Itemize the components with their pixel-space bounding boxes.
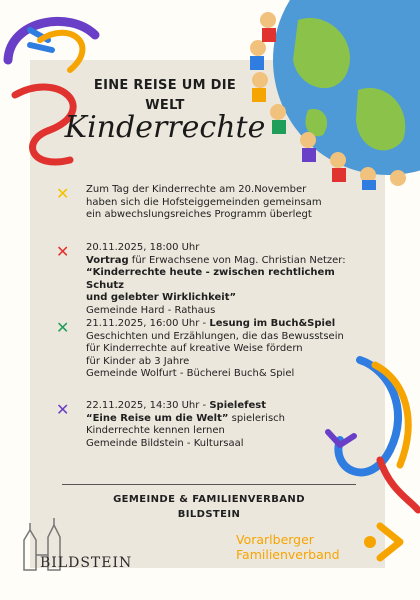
intro-line: haben sich die Hofsteiggemeinden gemeinsam bbox=[86, 196, 322, 208]
event-date: 20.11.2025, 18:00 Uhr bbox=[86, 242, 200, 253]
familienverband-logo-text bbox=[236, 532, 340, 562]
event-entry-spielefest bbox=[56, 400, 362, 450]
title-script: Kinderrechte bbox=[64, 110, 266, 145]
event-type-rest: für Erwachsene von Mag. Christian Netzer: bbox=[128, 254, 346, 266]
event-description: Kinderrechte kennen lernen bbox=[86, 425, 225, 436]
verband-line-1: Vorarlberger bbox=[236, 532, 314, 547]
purple-x-icon: ✕ bbox=[56, 400, 70, 419]
event-quote: “Eine Reise um die Welt” bbox=[86, 412, 229, 424]
footer-line-2: BILDSTEIN bbox=[177, 509, 241, 520]
intro-line: ein abwechslungsreiches Programm überlegt bbox=[86, 209, 312, 220]
event-entry-vortrag bbox=[56, 242, 362, 317]
event-title: Spielefest bbox=[209, 400, 267, 411]
event-date-line bbox=[86, 318, 362, 331]
event-date-line bbox=[86, 400, 362, 413]
title-line-1: EINE REISE UM DIE bbox=[93, 78, 237, 93]
event-description: für Kinderrechte auf kreative Weise fördern bbox=[86, 343, 303, 354]
red-x-icon: ✕ bbox=[56, 242, 70, 261]
event-entry-lesung bbox=[56, 318, 362, 381]
event-quote: und gelebter Wirklichkeit” bbox=[86, 292, 237, 303]
event-quote-rest: spielerisch bbox=[228, 412, 285, 424]
event-quote: “Kinderrechte heute - zwischen rechtlichem Schutz bbox=[86, 267, 335, 291]
yellow-x-icon: ✕ bbox=[56, 184, 70, 203]
familienverband-logo-icon bbox=[358, 518, 406, 566]
intro-entry bbox=[56, 184, 362, 222]
footer-organizers bbox=[62, 492, 356, 522]
event-description: Geschichten und Erzählungen, die das Bewusstsein bbox=[86, 330, 344, 342]
title-line-2: WELT bbox=[145, 98, 185, 113]
footer-line-1: GEMEINDE & FAMILIENVERBAND bbox=[113, 494, 305, 505]
verband-line-2: Familienverband bbox=[236, 547, 340, 562]
event-location: Gemeinde Hard - Rathaus bbox=[86, 304, 216, 316]
event-location: Gemeinde Bildstein - Kultursaal bbox=[86, 437, 244, 449]
event-date: 21.11.2025, 16:00 Uhr - bbox=[86, 318, 210, 329]
event-location: Gemeinde Wolfurt - Bücherei Buch& Spiel bbox=[86, 368, 295, 379]
footer-divider bbox=[62, 484, 356, 485]
event-title: Lesung im Buch&Spiel bbox=[209, 318, 336, 329]
event-date: 22.11.2025, 14:30 Uhr - bbox=[86, 400, 210, 411]
event-type bbox=[86, 255, 362, 268]
intro-line: Zum Tag der Kinderrechte am 20.November bbox=[86, 184, 307, 195]
event-description: für Kinder ab 3 Jahre bbox=[86, 355, 190, 367]
green-x-icon: ✕ bbox=[56, 318, 70, 337]
event-type-bold: Vortrag bbox=[86, 254, 129, 266]
town-logo-text: BILDSTEIN bbox=[40, 555, 133, 571]
